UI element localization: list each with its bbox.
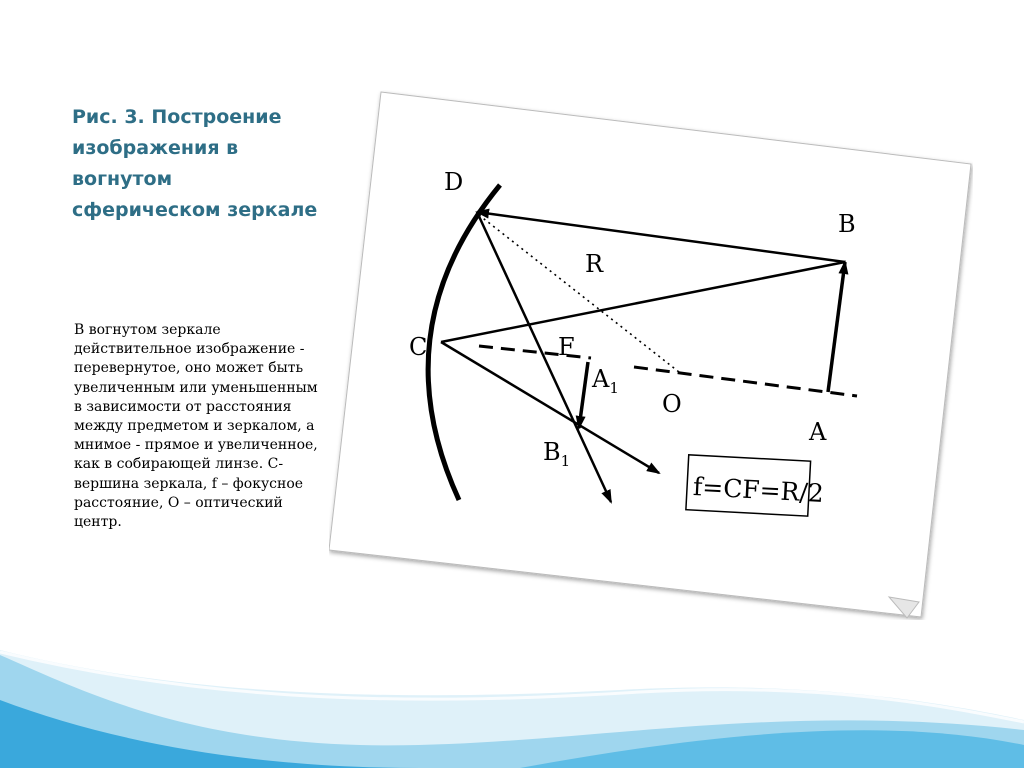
formula-text: f=CF=R/2 [692, 472, 825, 508]
slide-title: Рис. 3. Построение изображения в вогнутом сферическом зеркале [72, 106, 318, 221]
label-r: R [585, 250, 604, 278]
formula-box [686, 455, 825, 517]
label-c: C [409, 333, 428, 361]
label-d: D [444, 168, 464, 196]
label-o: O [662, 390, 682, 418]
label-b1: $B_1$ [543, 438, 571, 470]
label-f: F [558, 333, 575, 361]
label-a: A [809, 418, 827, 446]
mirror-diagram [329, 90, 973, 620]
label-a1: $A_1$ [592, 365, 619, 397]
label-b: B [838, 210, 856, 238]
slide-body-text: В вогнутом зеркале действительное изображение - перевернутое, оно может быть увеличенным или уменьшенным в зависимости от расстояния между предметом и зеркалом, а мнимое - прямое и увеличенное, как в собирающей линзе. С- вершина зеркала, f – фокусное расстояние, О – оптический центр. [74, 322, 318, 531]
